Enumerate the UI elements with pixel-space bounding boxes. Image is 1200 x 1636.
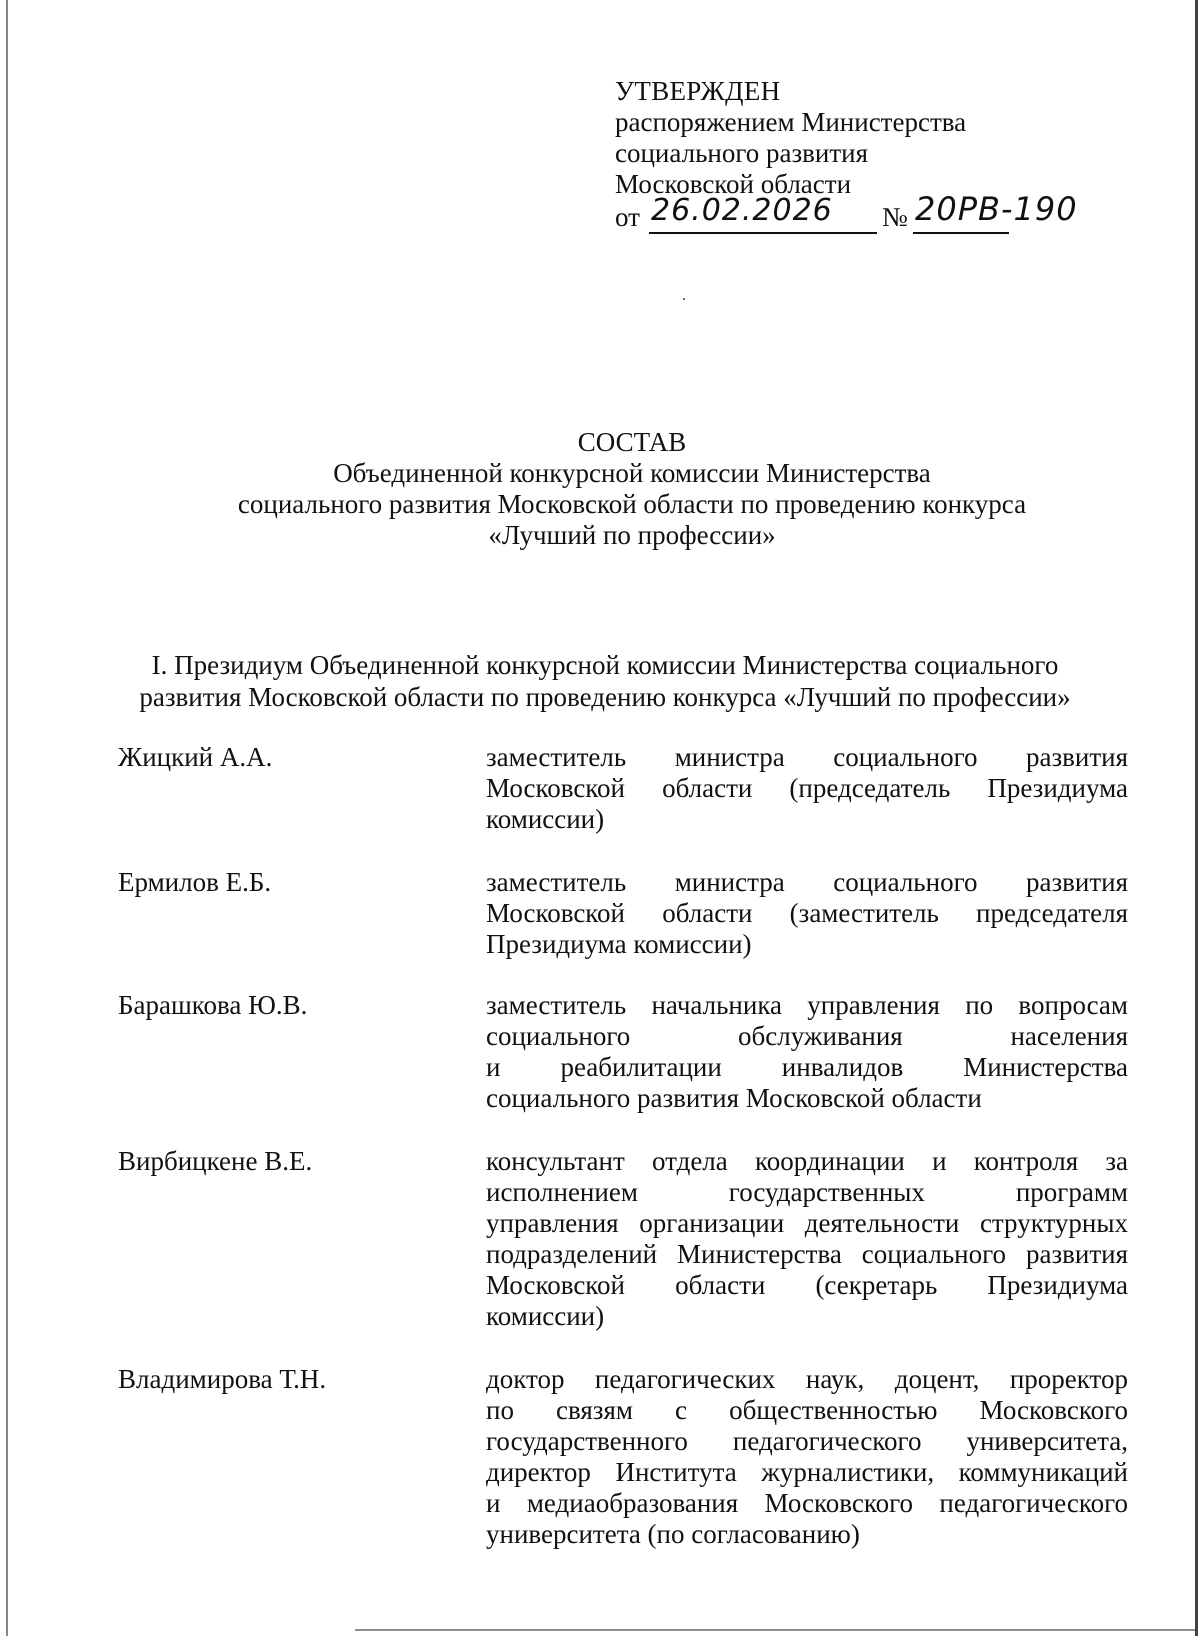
member-position-line: и реабилитации инвалидов Министерства: [486, 1052, 1128, 1082]
heading-line: социального развития Московской области по проведению конкурса: [237, 489, 1027, 519]
approval-block: [615, 76, 1078, 238]
scan-edge-bottom: [355, 1629, 1195, 1631]
document-heading: [0, 427, 1200, 551]
member-position-line: социального обслуживания населения: [486, 1021, 1128, 1051]
heading-line: «Лучший по профессии»: [488, 520, 776, 550]
member-position-line: государственного педагогического университета,: [486, 1426, 1128, 1456]
number-underline: [913, 232, 1009, 234]
member-position-line: управления организации деятельности структурных: [486, 1208, 1128, 1238]
member-name: Ермилов Е.Б.: [118, 867, 272, 897]
date-label: от: [615, 202, 640, 232]
member-position-line: заместитель министра социального развития: [486, 742, 1128, 772]
member-position-line: заместитель начальника управления по вопросам: [486, 990, 1128, 1020]
member-position-line: Московской области (заместитель председателя: [486, 898, 1128, 928]
member-position-line: заместитель министра социального развития: [486, 867, 1128, 897]
approval-line: Московской области: [615, 169, 852, 199]
member-position-line: университета (по согласованию): [486, 1519, 860, 1549]
member-position-line: исполнением государственных программ: [486, 1177, 1128, 1207]
member-position: [486, 1364, 1128, 1550]
scan-edge-left: [6, 0, 8, 1636]
approval-date-number-line: [615, 190, 1078, 238]
member-position-line: комиссии): [486, 804, 605, 834]
handwritten-number: 20РВ-190: [915, 190, 1078, 228]
member-position-line: Московской области (председатель Президиума: [486, 773, 1128, 803]
handwritten-date: 26.02.2026: [651, 193, 833, 228]
section-title: [0, 649, 1200, 713]
approval-title: УТВЕРЖДЕН: [615, 76, 781, 106]
member-name: Вирбицкене В.Е.: [118, 1146, 313, 1176]
heading-line: Объединенной конкурсной комиссии Министерства: [333, 458, 931, 488]
member-position-line: директор Института журналистики, коммуникаций: [486, 1457, 1128, 1487]
member-position: [486, 867, 1128, 960]
section-title-line: развития Московской области по проведению конкурса «Лучший по профессии»: [139, 682, 1071, 712]
member-position-line: подразделений Министерства социального развития: [486, 1239, 1128, 1269]
member-position-line: доктор педагогических наук, доцент, проректор: [486, 1364, 1128, 1394]
member-name: Жицкий А.А.: [118, 742, 273, 772]
member-position-line: по связям с общественностью Московского: [486, 1395, 1128, 1425]
member-position: [486, 990, 1128, 1114]
member-position: [486, 742, 1128, 835]
member-position-line: комиссии): [486, 1301, 605, 1331]
date-underline: [649, 232, 877, 234]
section-title-line: I. Президиум Объединенной конкурсной комиссии Министерства социального: [151, 650, 1059, 680]
member-position: [486, 1146, 1128, 1332]
scan-edge-right: [1195, 0, 1198, 1636]
member-position-line: Президиума комиссии): [486, 929, 752, 959]
number-label: №: [882, 202, 908, 232]
member-position-line: Московской области (секретарь Президиума: [486, 1270, 1128, 1300]
heading-title: СОСТАВ: [577, 427, 687, 457]
member-name: Барашкова Ю.В.: [118, 990, 308, 1020]
member-position-line: социального развития Московской области: [486, 1083, 982, 1113]
approval-line: распоряжением Министерства: [615, 107, 967, 137]
scan-speck: [683, 298, 685, 300]
member-position-line: консультант отдела координации и контроля за: [486, 1146, 1128, 1176]
member-name: Владимирова Т.Н.: [118, 1364, 327, 1394]
approval-line: социального развития: [615, 138, 869, 168]
member-position-line: и медиаобразования Московского педагогического: [486, 1488, 1128, 1518]
